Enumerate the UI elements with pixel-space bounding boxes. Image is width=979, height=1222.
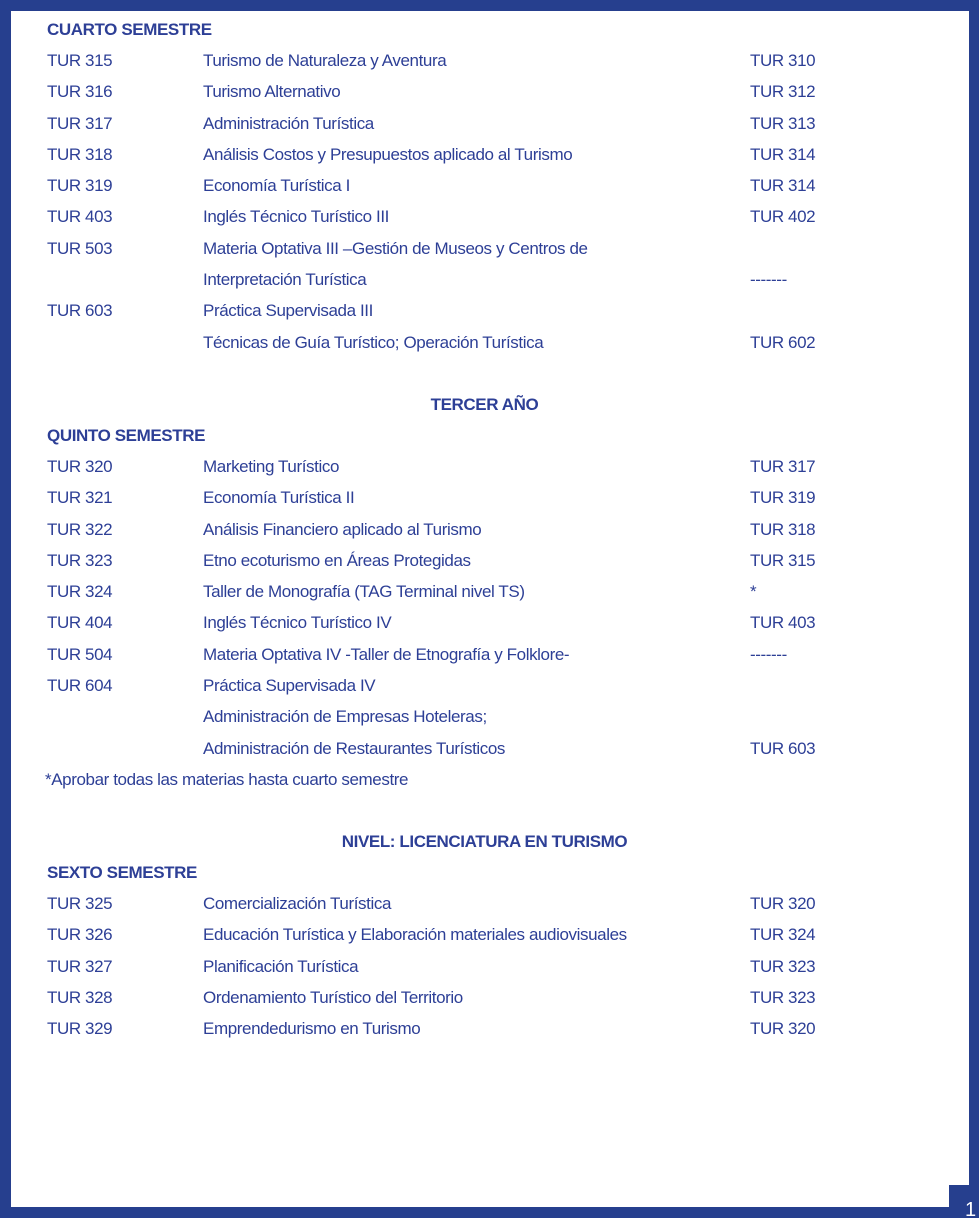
- course-name: Análisis Costos y Presupuestos aplicado al Turismo: [203, 144, 573, 164]
- course-row: [47, 295, 947, 326]
- course-code: TUR 603: [47, 301, 113, 321]
- level-heading-licenciatura: NIVEL: LICENCIATURA EN TURISMO: [341, 831, 628, 851]
- course-name: Interpretación Turística: [203, 270, 367, 290]
- course-row: [47, 264, 947, 295]
- course-name: Emprendedurismo en Turismo: [203, 1019, 421, 1039]
- course-row: [47, 545, 947, 576]
- course-prerequisite: TUR 312: [750, 82, 816, 102]
- course-code: TUR 318: [47, 144, 113, 164]
- course-name: Inglés Técnico Turístico III: [203, 207, 389, 227]
- footnote: *Aprobar todas las materias hasta cuarto semestre: [45, 769, 409, 789]
- course-list-sexto: [47, 888, 947, 1044]
- course-code: TUR 322: [47, 519, 113, 539]
- course-name: Materia Optativa III –Gestión de Museos y Centros de: [203, 238, 588, 258]
- course-name: Comercialización Turística: [203, 893, 391, 913]
- course-prerequisite: -------: [750, 270, 787, 290]
- curriculum-document: [47, 14, 947, 1044]
- semester-heading-sexto: SEXTO SEMESTRE: [47, 862, 197, 882]
- course-name: Economía Turística II: [203, 488, 355, 508]
- course-name: Análisis Financiero aplicado al Turismo: [203, 519, 482, 539]
- course-prerequisite: TUR 314: [750, 176, 816, 196]
- course-code: TUR 320: [47, 456, 113, 476]
- course-prerequisite: TUR 323: [750, 956, 816, 976]
- course-code: TUR 403: [47, 207, 113, 227]
- course-code: TUR 321: [47, 488, 113, 508]
- course-row: [47, 1013, 947, 1044]
- course-prerequisite: TUR 320: [750, 893, 816, 913]
- course-row: [47, 170, 947, 201]
- course-prerequisite: TUR 403: [750, 613, 816, 633]
- course-name: Ordenamiento Turístico del Territorio: [203, 987, 463, 1007]
- course-prerequisite: TUR 313: [750, 113, 816, 133]
- semester-heading-cuarto: CUARTO SEMESTRE: [47, 20, 212, 39]
- course-code: TUR 328: [47, 987, 113, 1007]
- course-code: TUR 325: [47, 893, 113, 913]
- course-row: [47, 639, 947, 670]
- course-prerequisite: TUR 314: [750, 144, 816, 164]
- course-prerequisite: TUR 603: [750, 738, 816, 758]
- course-prerequisite: TUR 318: [750, 519, 816, 539]
- course-name: Práctica Supervisada III: [203, 301, 373, 321]
- course-name: Turismo Alternativo: [203, 82, 341, 102]
- course-row: [47, 919, 947, 950]
- course-code: TUR 316: [47, 82, 113, 102]
- course-code: TUR 324: [47, 582, 113, 602]
- course-name: Administración de Empresas Hoteleras;: [203, 707, 487, 727]
- course-row: [47, 233, 947, 264]
- course-prerequisite: -------: [750, 644, 787, 664]
- course-code: TUR 315: [47, 51, 113, 70]
- course-name: Taller de Monografía (TAG Terminal nivel TS): [203, 582, 525, 602]
- course-row: [47, 514, 947, 545]
- course-prerequisite: TUR 324: [750, 925, 816, 945]
- course-row: [47, 982, 947, 1013]
- course-prerequisite: TUR 323: [750, 987, 816, 1007]
- course-code: TUR 319: [47, 176, 113, 196]
- course-code: TUR 504: [47, 644, 113, 664]
- course-name: Etno ecoturismo en Áreas Protegidas: [203, 550, 471, 570]
- course-list-cuarto: [47, 45, 947, 358]
- course-prerequisite: TUR 402: [750, 207, 816, 227]
- course-row: [47, 76, 947, 107]
- course-code: TUR 326: [47, 925, 113, 945]
- course-list-quinto: [47, 451, 947, 764]
- course-name: Administración Turística: [203, 113, 374, 133]
- course-prerequisite: TUR 310: [750, 51, 816, 70]
- course-row: [47, 607, 947, 638]
- course-name: Economía Turística I: [203, 176, 350, 196]
- course-row: [47, 701, 947, 732]
- course-name: Planificación Turística: [203, 956, 359, 976]
- semester-heading-quinto: QUINTO SEMESTRE: [47, 425, 206, 445]
- course-row: [47, 108, 947, 139]
- course-row: [47, 733, 947, 764]
- course-code: TUR 404: [47, 613, 113, 633]
- course-code: TUR 503: [47, 238, 113, 258]
- course-prerequisite: TUR 315: [750, 550, 816, 570]
- course-name: Inglés Técnico Turístico IV: [203, 613, 392, 633]
- course-name: Turismo de Naturaleza y Aventura: [203, 51, 447, 70]
- year-heading-tercer-ano: TERCER AÑO: [430, 394, 539, 414]
- course-prerequisite: TUR 319: [750, 488, 816, 508]
- course-name: Técnicas de Guía Turístico; Operación Turística: [203, 332, 544, 352]
- course-name: Práctica Supervisada IV: [203, 676, 376, 696]
- course-name: Educación Turística y Elaboración materiales audiovisuales: [203, 925, 627, 945]
- course-row: [47, 45, 947, 76]
- course-row: [47, 139, 947, 170]
- course-prerequisite: *: [750, 582, 757, 602]
- course-name: Marketing Turístico: [203, 456, 340, 476]
- course-row: [47, 327, 947, 358]
- course-row: [47, 670, 947, 701]
- course-row: [47, 482, 947, 513]
- course-name: Administración de Restaurantes Turísticos: [203, 738, 506, 758]
- course-name: Materia Optativa IV -Taller de Etnografía y Folklore-: [203, 644, 570, 664]
- course-row: [47, 888, 947, 919]
- course-row: [47, 951, 947, 982]
- course-row: [47, 576, 947, 607]
- course-prerequisite: TUR 320: [750, 1019, 816, 1039]
- course-code: TUR 327: [47, 956, 113, 976]
- course-code: TUR 317: [47, 113, 113, 133]
- course-code: TUR 604: [47, 676, 113, 696]
- page-number: 1: [965, 1199, 977, 1221]
- course-prerequisite: TUR 602: [750, 332, 816, 352]
- course-code: TUR 323: [47, 550, 113, 570]
- course-code: TUR 329: [47, 1019, 113, 1039]
- course-row: [47, 451, 947, 482]
- course-row: [47, 201, 947, 232]
- course-prerequisite: TUR 317: [750, 456, 816, 476]
